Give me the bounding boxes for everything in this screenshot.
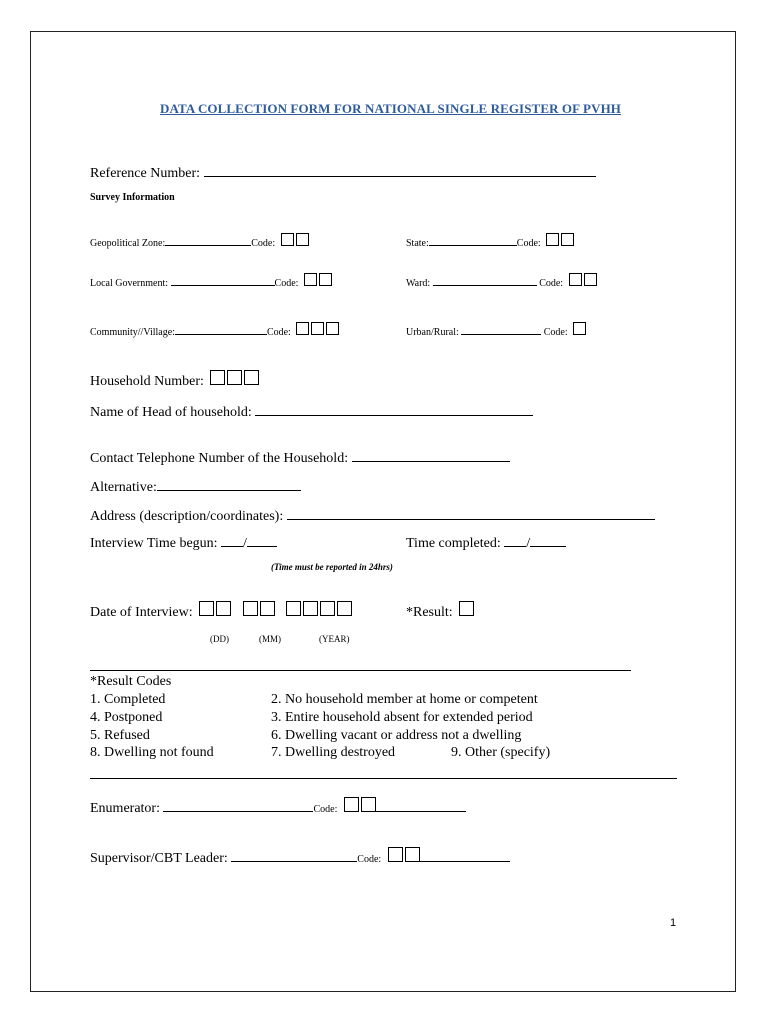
code-box[interactable] — [210, 370, 225, 385]
time-begun-minutes-field[interactable] — [247, 534, 277, 547]
code-box[interactable] — [296, 233, 309, 246]
household-number-row — [90, 370, 259, 390]
alternative-field[interactable] — [157, 478, 301, 491]
result-code-item: 9. Other (specify) — [451, 745, 551, 760]
code-box[interactable] — [344, 797, 359, 812]
code-box[interactable] — [227, 370, 242, 385]
result-box[interactable] — [459, 601, 474, 616]
geopolitical-zone-field[interactable] — [165, 233, 251, 246]
geopolitical-zone-label: Geopolitical Zone: — [90, 238, 166, 249]
geopolitical-code-label: Code: — [251, 238, 276, 249]
date-box[interactable] — [337, 601, 352, 616]
alternative-row — [90, 478, 301, 496]
date-box[interactable] — [286, 601, 301, 616]
code-box[interactable] — [546, 233, 559, 246]
supervisor-code-field[interactable] — [420, 849, 510, 862]
result-code-item: 4. Postponed — [90, 710, 163, 725]
enumerator-field[interactable] — [163, 799, 313, 812]
state-code-boxes — [546, 233, 574, 246]
time-completed-label: Time completed: — [406, 536, 501, 551]
enumerator-label: Enumerator: — [90, 801, 160, 816]
date-of-interview-label: Date of Interview: — [90, 605, 193, 620]
interview-time-begun-label: Interview Time begun: — [90, 536, 218, 551]
time-note: (Time must be reported in 24hrs) — [271, 562, 393, 572]
code-box[interactable] — [361, 797, 376, 812]
time-completed-row — [406, 534, 566, 552]
code-box[interactable] — [405, 847, 420, 862]
geopolitical-zone-row — [90, 233, 309, 249]
page-number: 1 — [670, 917, 677, 929]
code-box[interactable] — [296, 322, 309, 335]
date-box[interactable] — [260, 601, 275, 616]
local-government-row — [90, 273, 332, 289]
address-field[interactable] — [287, 507, 655, 520]
household-number-label: Household Number: — [90, 374, 204, 389]
date-dd-caption: (DD) — [210, 634, 229, 644]
supervisor-row — [90, 847, 510, 867]
local-government-label: Local Government: — [90, 278, 169, 289]
urban-rural-code-label: Code: — [543, 327, 568, 338]
code-box[interactable] — [304, 273, 317, 286]
state-field[interactable] — [429, 233, 517, 246]
form-title: DATA COLLECTION FORM FOR NATIONAL SINGLE REGISTER OF PVHH — [160, 101, 621, 116]
contact-telephone-field[interactable] — [352, 449, 510, 462]
result-code-item: 3. Entire household absent for extended period — [271, 710, 533, 725]
result-boxes — [459, 601, 474, 616]
code-box[interactable] — [326, 322, 339, 335]
date-year-caption: (YEAR) — [319, 634, 350, 644]
date-box[interactable] — [243, 601, 258, 616]
date-mm-boxes — [243, 601, 275, 616]
date-year-boxes — [286, 601, 352, 616]
result-code-item: 2. No household member at home or competent — [271, 692, 538, 707]
ward-row — [406, 273, 597, 289]
contact-telephone-label: Contact Telephone Number of the Household: — [90, 451, 349, 466]
local-government-code-label: Code: — [274, 278, 299, 289]
divider-line — [90, 778, 677, 779]
time-completed-minutes-field[interactable] — [530, 534, 566, 547]
code-box[interactable] — [388, 847, 403, 862]
urban-rural-code-boxes — [573, 322, 586, 335]
result-code-item: 8. Dwelling not found — [90, 745, 214, 760]
ward-code-label: Code: — [539, 278, 564, 289]
supervisor-field[interactable] — [231, 849, 357, 862]
code-box[interactable] — [319, 273, 332, 286]
ward-label: Ward: — [406, 278, 431, 289]
head-of-household-label: Name of Head of household: — [90, 405, 252, 420]
reference-number-field[interactable] — [204, 164, 596, 177]
date-box[interactable] — [199, 601, 214, 616]
date-mm-caption: (MM) — [259, 634, 281, 644]
urban-rural-label: Urban/Rural: — [406, 327, 459, 338]
time-begun-hours-field[interactable] — [221, 534, 243, 547]
enumerator-code-label: Code: — [313, 804, 338, 815]
interview-time-begun-row — [90, 534, 277, 552]
community-code-boxes — [296, 322, 339, 335]
head-of-household-row — [90, 403, 533, 421]
code-box[interactable] — [561, 233, 574, 246]
state-row — [406, 233, 574, 249]
date-of-interview-row — [90, 601, 352, 621]
result-label: *Result: — [406, 605, 453, 620]
ward-field[interactable] — [433, 273, 537, 286]
time-separator: / — [526, 536, 531, 551]
state-code-label: Code: — [516, 238, 541, 249]
result-code-item: 7. Dwelling destroyed — [271, 745, 396, 760]
address-row — [90, 507, 655, 525]
enumerator-row — [90, 797, 466, 817]
alternative-label: Alternative: — [90, 480, 157, 495]
result-code-item: 6. Dwelling vacant or address not a dwelling — [271, 728, 522, 743]
date-dd-boxes — [199, 601, 231, 616]
reference-number-row — [90, 164, 596, 182]
time-separator: / — [243, 536, 247, 551]
code-box[interactable] — [311, 322, 324, 335]
supervisor-label: Supervisor/CBT Leader: — [90, 851, 228, 866]
community-label: Community//Village: — [90, 327, 175, 338]
survey-information-heading: Survey Information — [90, 192, 175, 203]
contact-telephone-row — [90, 449, 510, 467]
code-box[interactable] — [573, 322, 586, 335]
divider-line — [90, 670, 631, 671]
community-row — [90, 322, 339, 338]
supervisor-code-label: Code: — [357, 854, 382, 865]
household-number-boxes — [210, 370, 259, 385]
urban-rural-field[interactable] — [461, 322, 541, 335]
head-of-household-field[interactable] — [255, 403, 533, 416]
time-completed-hours-field[interactable] — [504, 534, 526, 547]
community-field[interactable] — [175, 322, 267, 335]
result-code-item: 1. Completed — [90, 692, 166, 707]
code-box[interactable] — [244, 370, 259, 385]
state-label: State: — [406, 238, 429, 249]
ward-code-boxes — [569, 273, 597, 286]
code-box[interactable] — [584, 273, 597, 286]
enumerator-code-field[interactable] — [376, 799, 466, 812]
code-box[interactable] — [281, 233, 294, 246]
result-row — [406, 601, 474, 621]
date-box[interactable] — [216, 601, 231, 616]
community-code-label: Code: — [266, 327, 291, 338]
code-box[interactable] — [569, 273, 582, 286]
result-codes-heading: *Result Codes — [90, 674, 172, 689]
supervisor-code-boxes — [388, 847, 420, 862]
reference-number-label: Reference Number: — [90, 166, 200, 181]
result-code-item: 5. Refused — [90, 728, 150, 743]
address-label: Address (description/coordinates): — [90, 509, 284, 524]
enumerator-code-boxes — [344, 797, 376, 812]
local-government-field[interactable] — [171, 273, 275, 286]
urban-rural-row — [406, 322, 586, 338]
date-box[interactable] — [303, 601, 318, 616]
geopolitical-code-boxes — [281, 233, 309, 246]
local-government-code-boxes — [304, 273, 332, 286]
date-box[interactable] — [320, 601, 335, 616]
